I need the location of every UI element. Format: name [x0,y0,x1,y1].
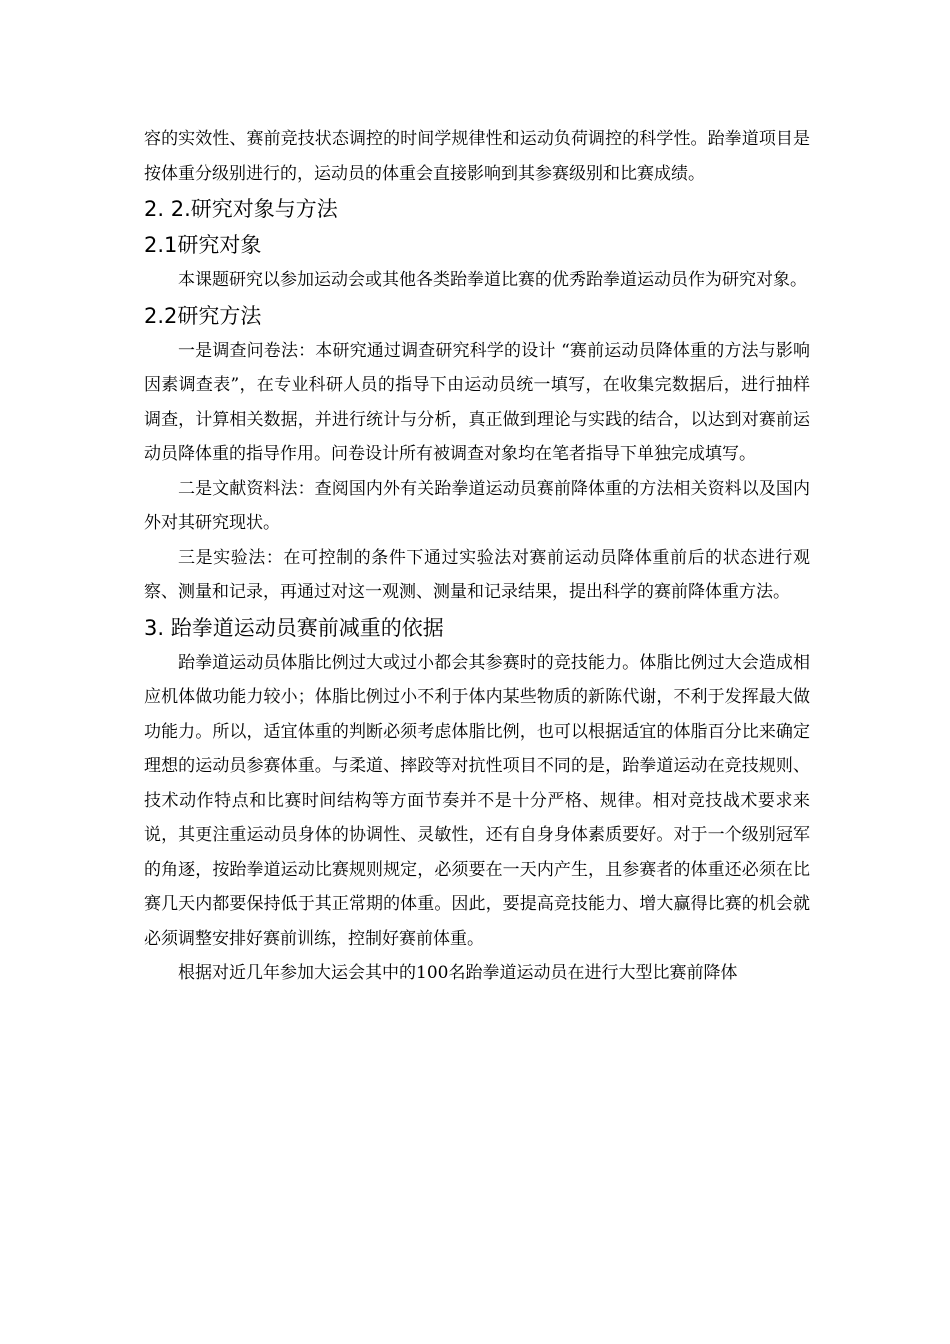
section-heading-2-2: 2. 2.研究对象与方法 [144,197,338,221]
subsection-heading-research-method: 2.2研究方法 [144,303,262,328]
paragraph-research-object: 本课题研究以参加运动会或其他各类跆拳道比赛的优秀跆拳道运动员作为研究对象。 [178,270,807,290]
paragraph-continuation: 容的实效性、赛前竞技状态调控的时间学规律性和运动负荷调控的科学性。跆拳道项目是按体重分级别进行的，运动员的体重会直接影响到其参赛级别和比赛成绩。 [144,129,810,184]
paragraph-survey-start: 根据对近几年参加大运会其中的100名跆拳道运动员在进行大型比赛前降体 [178,963,738,983]
document-page [144,122,810,991]
paragraph-method-experiment: 三是实验法：在可控制的条件下通过实验法对赛前运动员降体重前后的状态进行观察、测量和记录，再通过对这一观测、测量和记录结果，提出科学的赛前降体重方法。 [144,547,810,602]
section-heading-3: 3. 跆拳道运动员赛前减重的依据 [144,615,444,640]
subsection-heading-research-object: 2.1研究对象 [144,233,262,257]
paragraph-method-literature: 二是文献资料法：查阅国内外有关跆拳道运动员赛前降体重的方法相关资料以及国内外对其研究现状。 [144,478,810,533]
paragraph-body-fat: 跆拳道运动员体脂比例过大或过小都会其参赛时的竞技能力。体脂比例过大会造成相应机体做功能力较小；体脂比例过小不利于体内某些物质的新陈代谢，不利于发挥最大做功能力。所以，适宜体重的判断必须考虑体脂比例，也可以根据适宜的体脂百分比来确定理想的运动员参赛体重。与柔道、摔跤等对抗性项目不同的是，跆拳道运动在竞技规则、技术动作特点和比赛时间结构等方面节奏并不是十分严格、规律。相对竞技战术要求来说，其更注重运动员身体的协调性、灵敏性，还有自身身体素质要好。对于一个级别冠军的角逐，按跆拳道运动比赛规则规定，必须要在一天内产生，且参赛者的体重还必须在比赛几天内都要保持低于其正常期的体重。因此，要提高竞技能力、增大赢得比赛的机会就必须调整安排好赛前训练，控制好赛前体重。 [144,652,810,949]
paragraph-method-questionnaire: 一是调查问卷法：本研究通过调查研究科学的设计 “赛前运动员降体重的方法与影响因素调查表”，在专业科研人员的指导下由运动员统一填写，在收集完数据后，进行抽样调查，计算相关数据，并进行统计与分析，真正做到理论与实践的结合，以达到对赛前运动员降体重的指导作用。问卷设计所有被调查对象均在笔者指导下单独完成填写。 [144,340,810,464]
